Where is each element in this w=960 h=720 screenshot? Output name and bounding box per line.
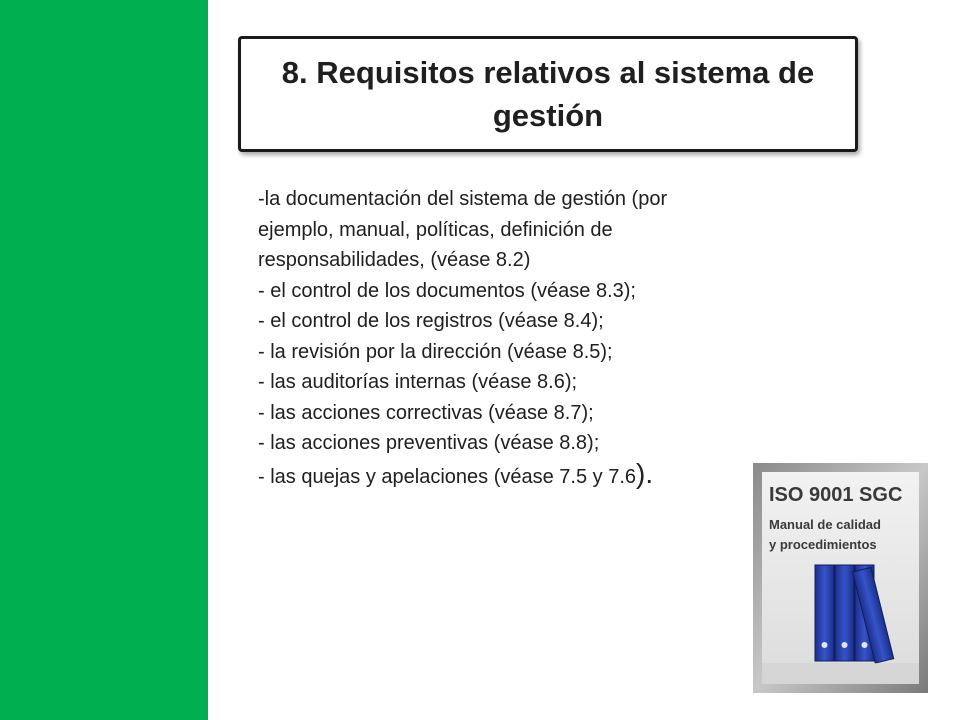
body-line: responsabilidades, (véase 8.2) bbox=[258, 249, 531, 271]
body-line: -la documentación del sistema de gestión (por bbox=[258, 188, 668, 210]
body-line: - las auditorías internas (véase 8.6); bbox=[258, 371, 578, 393]
body-line: - el control de los registros (véase 8.4); bbox=[258, 310, 604, 332]
body-line: ejemplo, manual, políticas, definición de bbox=[258, 218, 613, 241]
body-line: - las acciones preventivas (véase 8.8); bbox=[258, 432, 600, 454]
body-line: - la revisión por la dirección (véase 8.5); bbox=[258, 340, 613, 363]
image-subtitle-2: y procedimientos bbox=[769, 537, 877, 552]
image-subtitle-1: Manual de calidad bbox=[769, 517, 881, 532]
body-line: - las acciones correctivas (véase 8.7); bbox=[258, 401, 594, 424]
left-accent-bar bbox=[0, 0, 208, 720]
iso-manual-binders-image bbox=[753, 463, 928, 693]
binder-ring-1 bbox=[822, 642, 828, 648]
body-line-last-text: - las quejas y apelaciones (véase 7.5 y 7.6 bbox=[258, 465, 636, 488]
binder-ring-2 bbox=[842, 642, 848, 648]
binder-ring-3 bbox=[862, 642, 868, 648]
title-box bbox=[238, 36, 858, 152]
body-line-closing: ). bbox=[636, 457, 654, 489]
body-text bbox=[258, 184, 778, 492]
body-line: - el control de los documentos (véase 8.3); bbox=[258, 279, 636, 302]
image-shelf bbox=[762, 663, 919, 684]
body-line-last bbox=[258, 459, 778, 493]
image-heading: ISO 9001 SGC bbox=[769, 484, 903, 506]
slide-title: 8. Requisitos relativos al sistema de gestión bbox=[281, 54, 815, 133]
